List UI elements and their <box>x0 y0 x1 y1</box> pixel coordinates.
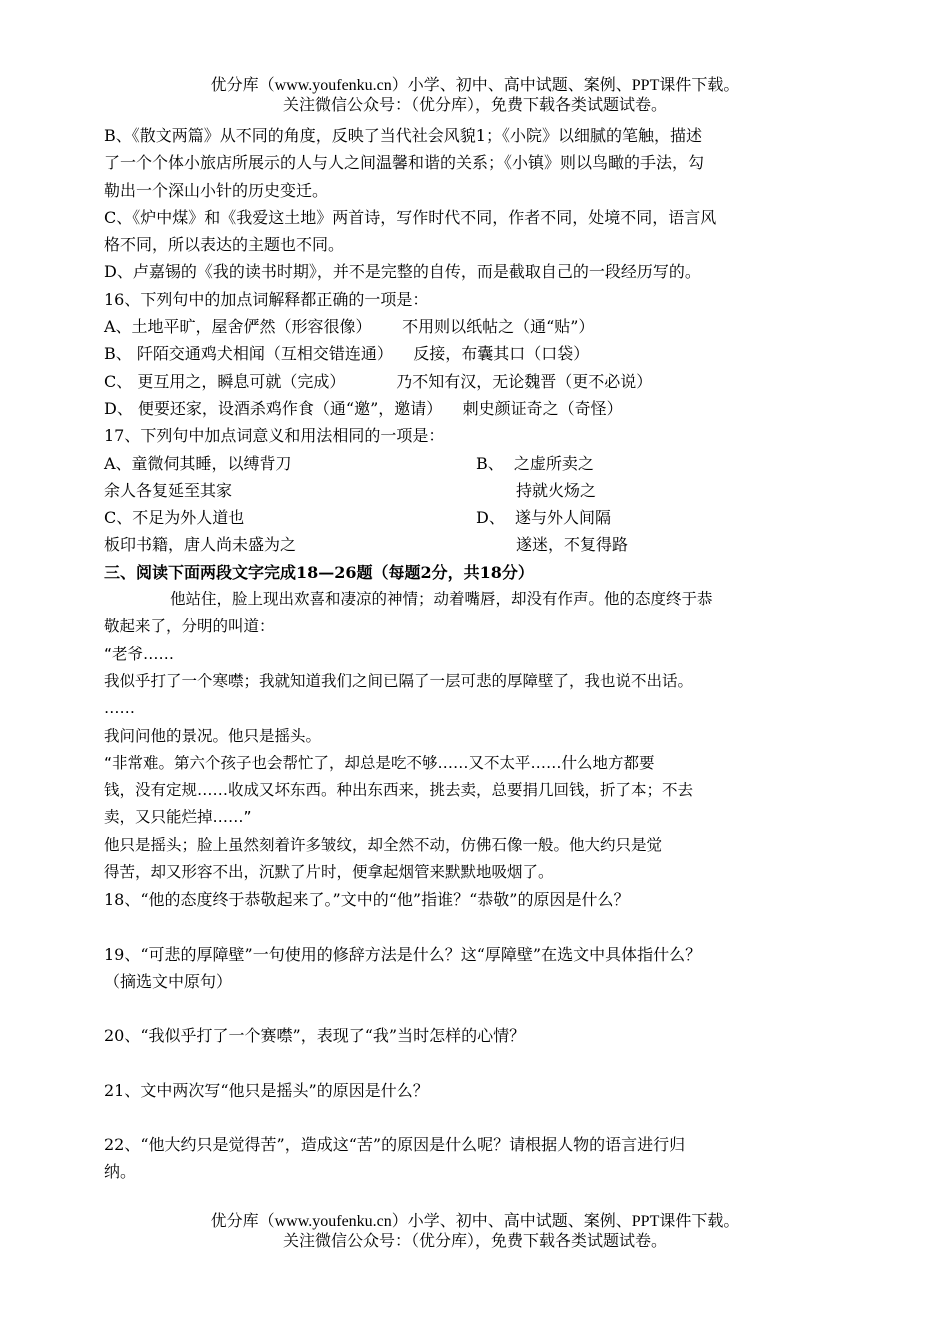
passage-p1-line-2: 敬起来了，分明的叫道： <box>104 617 275 636</box>
q17-stem: 17、下列句中加点词意义和用法相同的一项是： <box>104 426 445 446</box>
q15-option-b-line-2: 了一个个体小旅店所展示的人与人之间温馨和谐的关系；《小镇》则以鸟瞰的手法，勾 <box>104 153 705 173</box>
page-footer <box>0 1212 950 1252</box>
q16-option-d: D、 便要还家，设酒杀鸡作食（通“邀”，邀请） 刺史颜证奇之（奇怪） <box>104 398 623 418</box>
q17-option-a-line-1: A、童微伺其睡，以缚背刀 <box>104 453 292 473</box>
question-17 <box>104 422 852 558</box>
question-16 <box>104 286 852 422</box>
question-19-line-2: （摘选文中原句） <box>104 971 233 991</box>
passage-p1-line-1: 他站住，脸上现出欢喜和凄凉的神情；动着嘴唇，却没有作声。他的态度终于恭 <box>170 590 713 609</box>
q15-option-c-line-2: 格不同，所以表达的主题也不同。 <box>104 235 345 255</box>
passage-p5: 我问问他的景况。他只是摇头。 <box>104 726 322 745</box>
passage-p6-line-2: 钱，没有定规……收成又坏东西。种出东西来，挑去卖，总要捐几回钱，折了本；不去 <box>104 781 694 800</box>
q17-option-a-line-2: 余人各复延至其家 <box>104 480 233 500</box>
q17-option-c-line-1: C、不足为外人道也 <box>104 508 245 528</box>
passage-p4: …… <box>104 699 135 718</box>
q16-option-c: C、 更互用之，瞬息可就（完成） 乃不知有汉，无论魏晋（更不必说） <box>104 371 653 391</box>
q15-option-c-line-1: C、《炉中煤》和《我爱这土地》两首诗，写作时代不同，作者不同，处境不同，语言风 <box>104 207 717 227</box>
footer-line-1: 优分库（www.youfenku.cn）小学、初中、高中试题、案例、PPT课件下载。 <box>210 1213 740 1230</box>
q17-option-c-line-2: 板印书籍，唐人尚未盛为之 <box>104 535 297 555</box>
question-19-line-1: 19、“可悲的厚障壁”一句使用的修辞方法是什么？这“厚障壁”在选文中具体指什么？ <box>104 944 702 964</box>
footer-line-2: 关注微信公众号：（优分库），免费下载各类试题试卷。 <box>282 1233 667 1250</box>
question-22-line-1: 22、“他大约只是觉得苦”，造成这“苦”的原因是什么呢？请根据人物的语言进行归 <box>104 1134 686 1154</box>
q17-option-d-line-1: D、 遂与外人间隔 <box>476 508 612 528</box>
q17-row-ab <box>104 450 852 505</box>
passage-p2: “老爷…… <box>104 644 175 663</box>
page-header <box>0 76 950 116</box>
header-line-2: 关注微信公众号：（优分库），免费下载各类试题试卷。 <box>282 97 667 114</box>
passage-p7-line-2: 得苦，却又形容不出，沉默了片时，便拿起烟管来默默地吸烟了。 <box>104 863 554 882</box>
q17-row-cd <box>104 504 852 559</box>
page-content <box>104 122 852 1185</box>
q16-option-a: A、土地平旷，屋舍俨然（形容很像） 不用则以纸帖之（通“贴”） <box>104 317 595 337</box>
passage-p6-line-1: “非常难。第六个孩子也会帮忙了，却总是吃不够……又不太平……什么地方都要 <box>104 753 655 772</box>
q16-option-b: B、 阡陌交通鸡犬相闻（互相交错连通） 反接，布囊其口（口袋） <box>104 344 590 364</box>
question-15-options <box>104 122 852 286</box>
header-line-1: 优分库（www.youfenku.cn）小学、初中、高中试题、案例、PPT课件下载。 <box>210 77 740 94</box>
passage-p6-line-3: 卖，又只能烂掉……” <box>104 808 252 827</box>
question-18: 18、“他的态度终于恭敬起来了。”文中的“他”指谁？“恭敬”的原因是什么？ <box>104 890 630 910</box>
passage-p3: 我似乎打了一个寒噤；我就知道我们之间已隔了一层可悲的厚障壁了，我也说不出话。 <box>104 671 694 690</box>
q16-stem: 16、下列句中的加点词解释都正确的一项是： <box>104 289 429 309</box>
question-20: 20、“我似乎打了一个赛噤”，表现了“我”当时怎样的心情？ <box>104 1026 526 1046</box>
q15-option-d: D、卢嘉锡的《我的读书时期》，并不是完整的自传，而是截取自己的一段经历写的。 <box>104 262 701 282</box>
question-21: 21、文中两次写“他只是摇头”的原因是什么？ <box>104 1080 429 1100</box>
questions-list <box>104 886 852 1185</box>
reading-passage <box>104 586 852 886</box>
q15-option-b-line-3: 勒出一个深山小针的历史变迁。 <box>104 180 329 200</box>
question-22-line-2: 纳。 <box>104 1162 137 1182</box>
q17-option-b-line-1: B、 之虚所卖之 <box>476 453 594 473</box>
section-3-title: 三、阅读下面两段文字完成18—26题（每题2分，共18分） <box>104 562 534 582</box>
q17-option-b-line-2: 持就火炀之 <box>516 480 597 500</box>
passage-p7-line-1: 他只是摇头；脸上虽然刻着许多皱纹，却全然不动，仿佛石像一般。他大约只是觉 <box>104 835 663 854</box>
q17-option-d-line-2: 遂迷，不复得路 <box>516 535 629 555</box>
q15-option-b-line-1: B、《散文两篇》从不同的角度，反映了当代社会风貌1；《小院》以细腻的笔触，描述 <box>104 126 702 145</box>
